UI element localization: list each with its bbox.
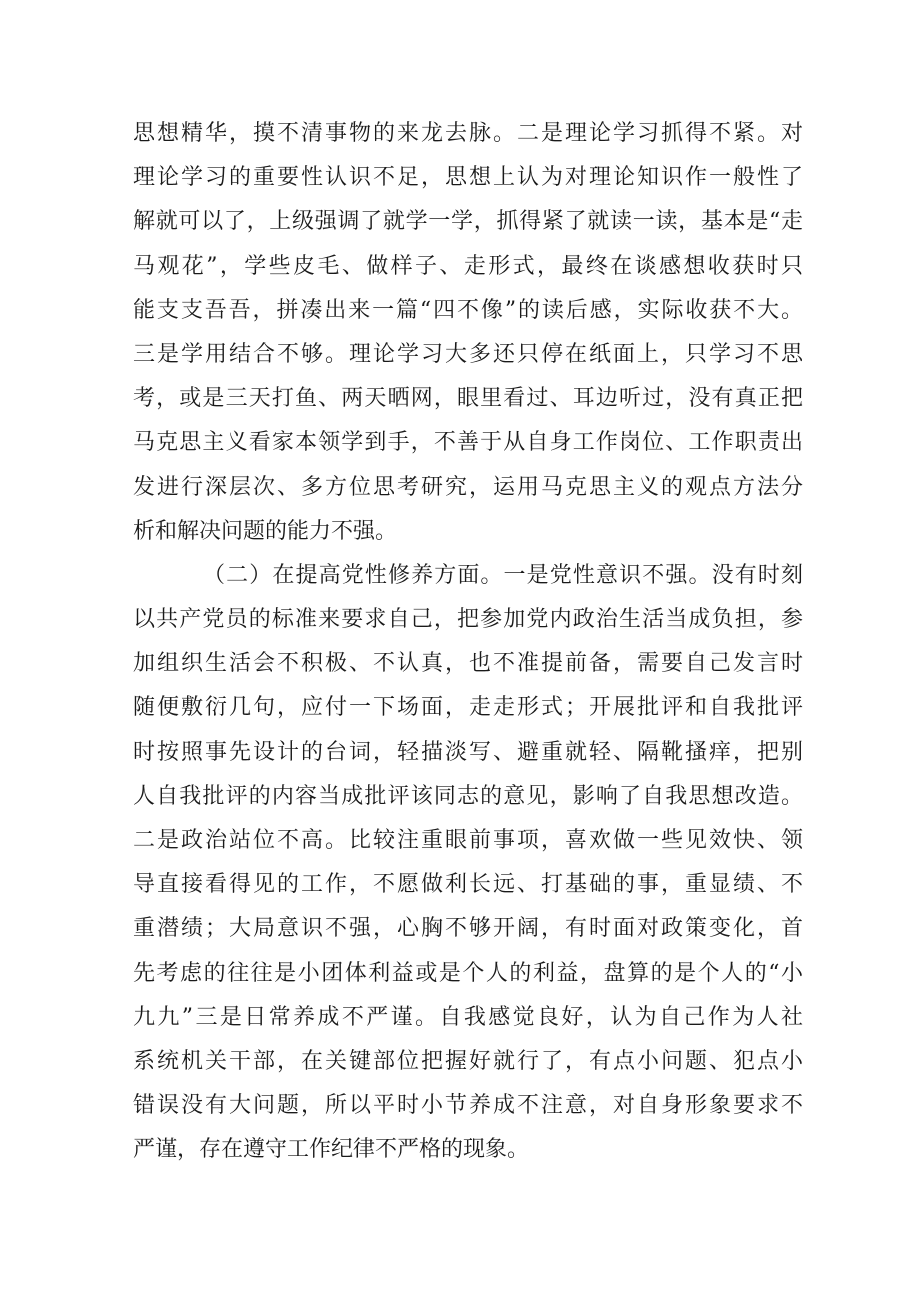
paragraph-line: 时按照事先设计的台词，轻描淡写、避重就轻、隔靴搔痒，把别: [133, 739, 803, 765]
paragraph-line: 思想精华，摸不清事物的来龙去脉。二是理论学习抓得不紧。对: [133, 121, 803, 146]
paragraph-line: 析和解决问题的能力不强。: [133, 518, 398, 544]
paragraph-line: 人自我批评的内容当成批评该同志的意见，影响了自我思想改造。: [133, 783, 803, 809]
paragraph-line: 能支支吾吾，拼凑出来一篇“四不像”的读后感，实际收获不大。: [133, 297, 803, 323]
paragraph-line: 发进行深层次、多方位思考研究，运用马克思主义的观点方法分: [133, 474, 803, 500]
paragraph-line: 马克思主义看家本领学到手，不善于从自身工作岗位、工作职责出: [133, 430, 803, 456]
paragraph-line: 重潜绩；大局意识不强，心胸不够开阔，有时面对政策变化，首: [133, 916, 803, 942]
paragraph-line: 马观花”，学些皮毛、做样子、走形式，最终在谈感想收获时只: [133, 253, 803, 279]
paragraph-line: 严谨，存在遵守工作纪律不严格的现象。: [133, 1137, 530, 1163]
paragraph-line: 导直接看得见的工作，不愿做利长远、打基础的事，重显绩、不: [133, 872, 803, 898]
paragraph-line: 先考虑的往往是小团体利益或是个人的利益，盘算的是个人的“小: [133, 960, 803, 986]
paragraph-line: 加组织生活会不积极、不认真，也不准提前备，需要自己发言时: [133, 651, 803, 677]
paragraph-line: 二是政治站位不高。比较注重眼前事项，喜欢做一些见效快、领: [133, 828, 803, 853]
paragraph-line: 系统机关干部，在关键部位把握好就行了，有点小问题、犯点小: [133, 1048, 803, 1074]
paragraph-line: 错误没有大问题，所以平时小节养成不注意，对自身形象要求不: [133, 1093, 803, 1119]
paragraph-line: 考，或是三天打鱼、两天晒网，眼里看过、耳边听过，没有真正把: [133, 386, 803, 412]
document-body: [133, 112, 803, 1173]
paragraph-line: 九九”三是日常养成不严谨。自我感觉良好，认为自己作为人社: [133, 1004, 803, 1030]
paragraph-line: （二）在提高党性修养方面。一是党性意识不强。没有时刻: [203, 562, 803, 588]
paragraph-2: [133, 554, 803, 1173]
paragraph-line: 理论学习的重要性认识不足，思想上认为对理论知识作一般性了: [133, 165, 803, 191]
paragraph-line: 三是学用结合不够。理论学习大多还只停在纸面上，只学习不思: [133, 341, 803, 367]
paragraph-1: [133, 112, 803, 554]
paragraph-line: 解就可以了，上级强调了就学一学，抓得紧了就读一读，基本是“走: [133, 209, 803, 235]
paragraph-line: 随便敷衍几句，应付一下场面，走走形式；开展批评和自我批评: [133, 695, 803, 721]
paragraph-line: 以共产党员的标准来要求自己，把参加党内政治生活当成负担，参: [133, 607, 803, 633]
